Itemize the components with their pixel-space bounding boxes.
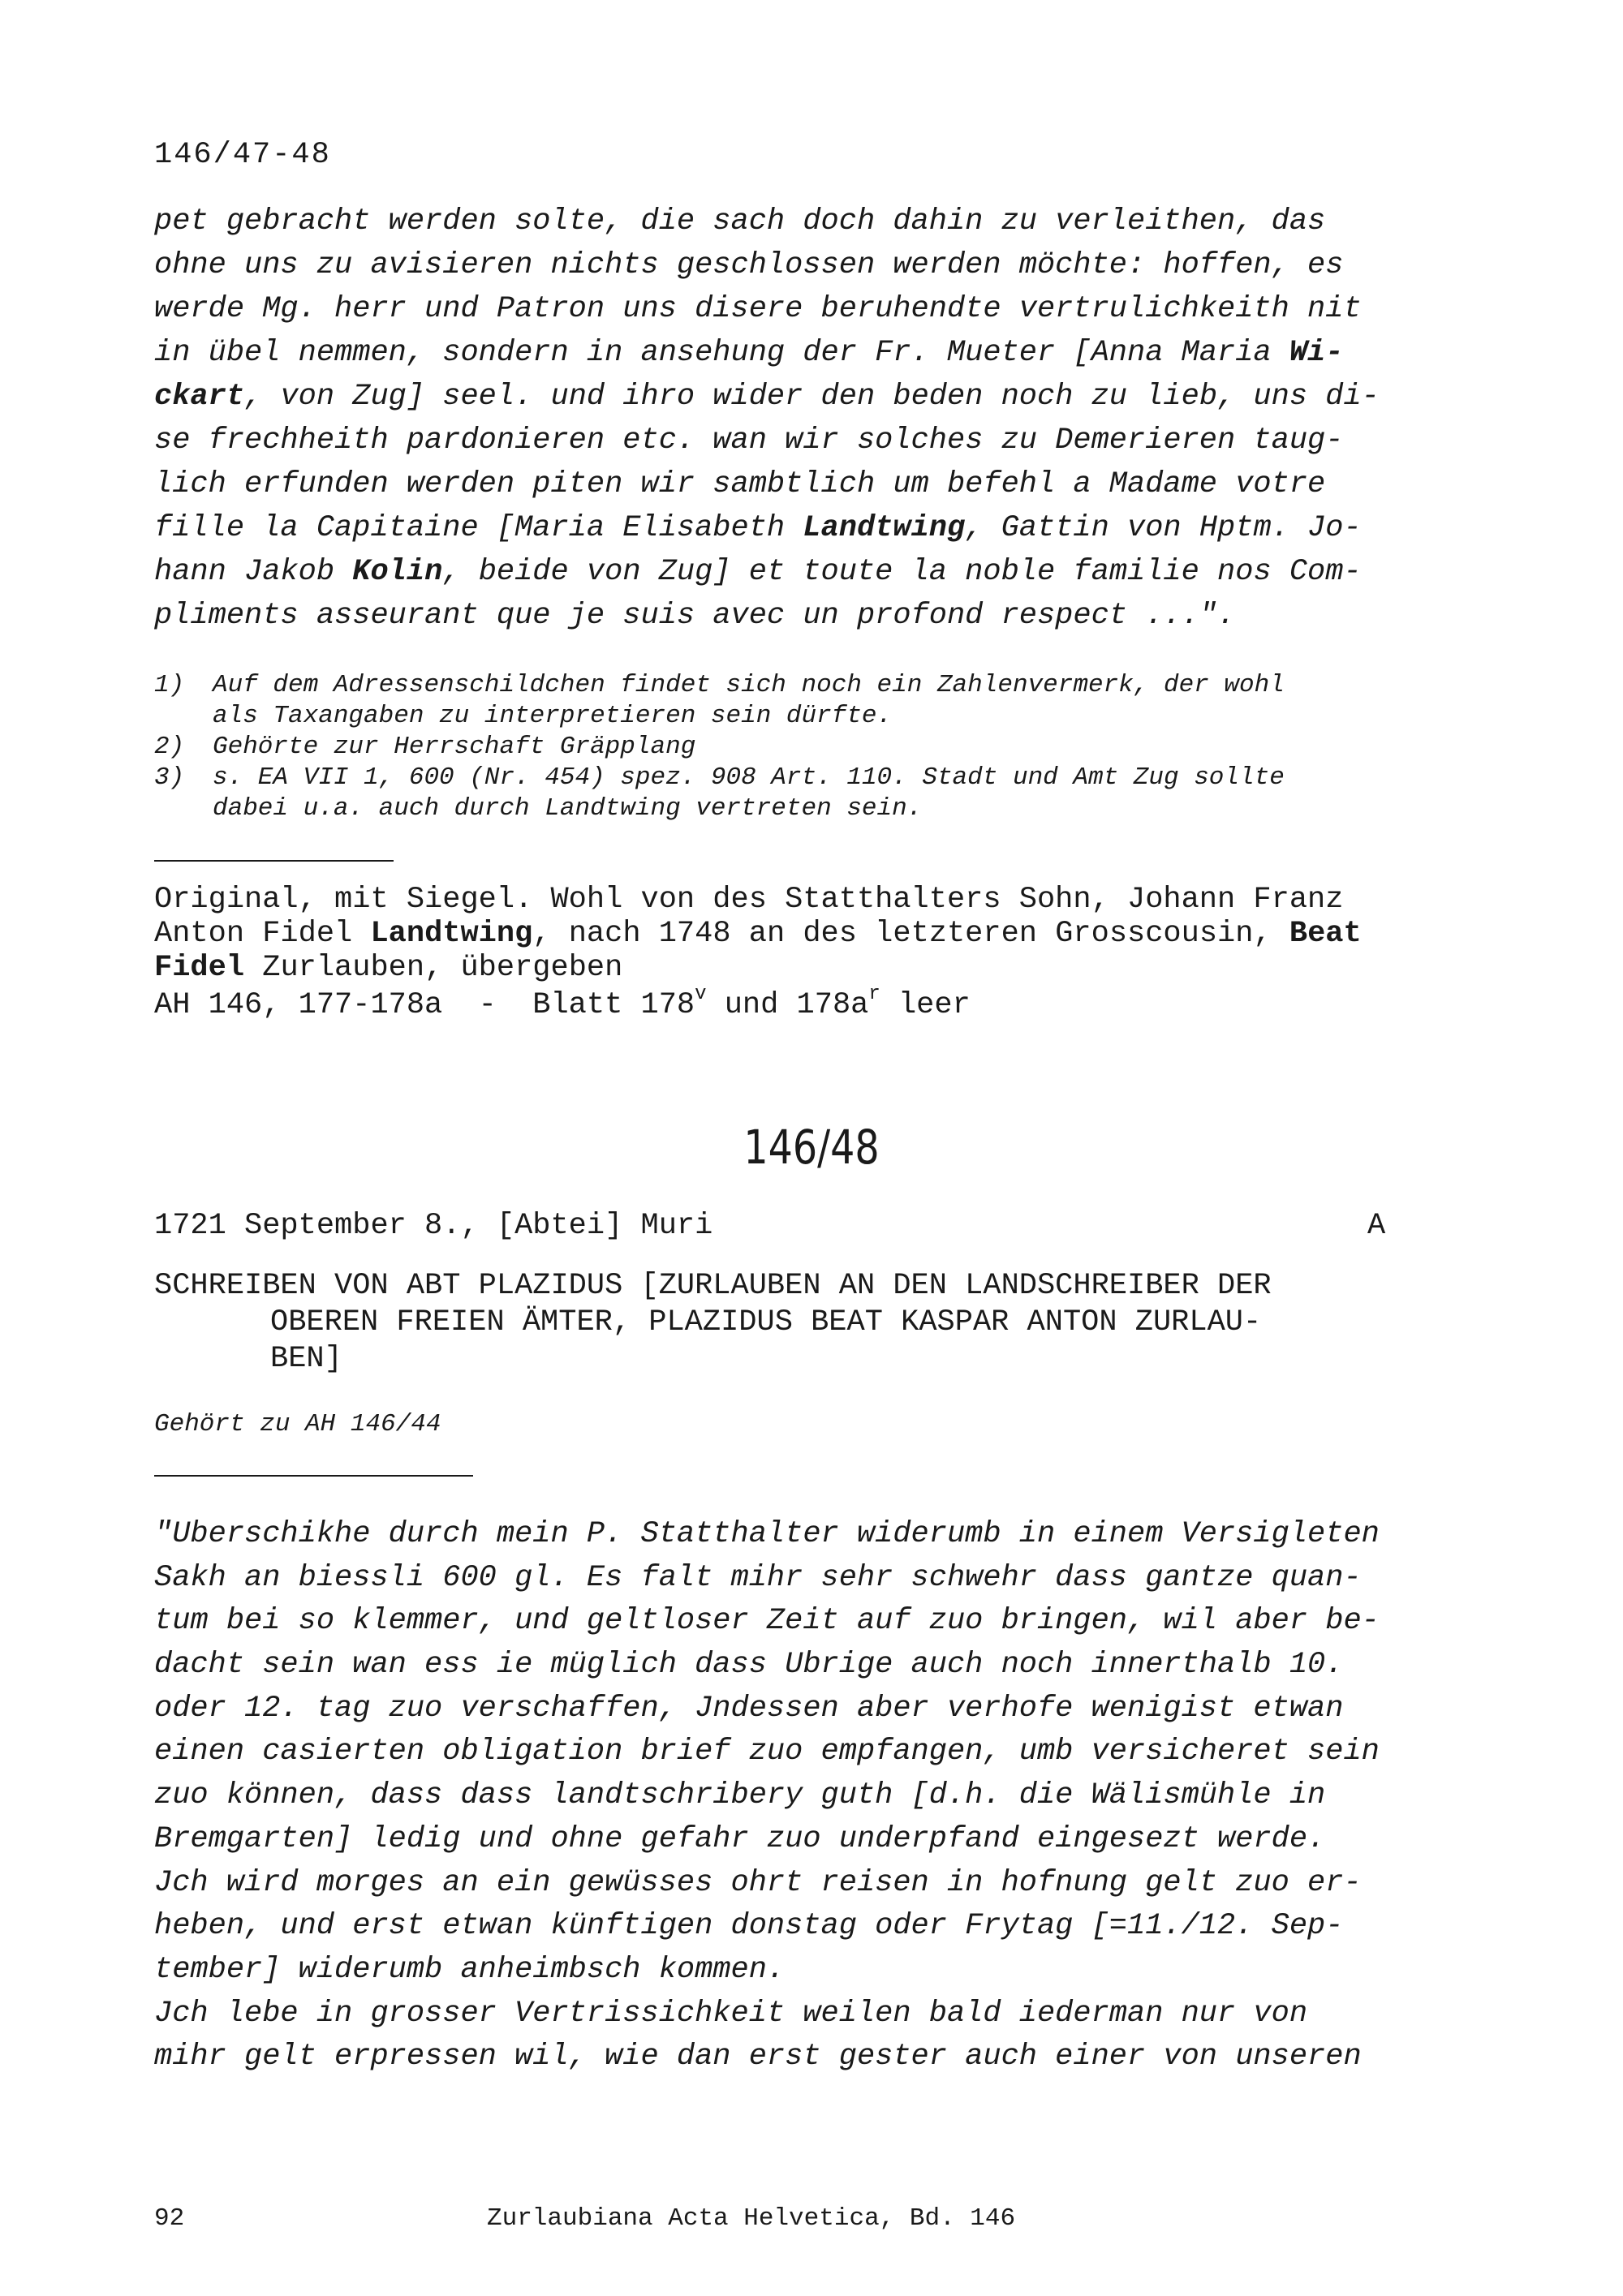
quote-line: dacht sein wan ess ie müglich dass Ubrige auch noch innerthalb 10. [154, 1648, 1344, 1683]
letter-quote-continuation [154, 200, 1420, 638]
quote-line: in übel nemmen, sondern in ansehung der Fr. Mueter [Anna Maria Wi- [154, 336, 1344, 370]
quote-line: Sakh an biessli 600 gl. Es falt mihr sehr schwehr dass gantze quan- [154, 1560, 1362, 1595]
footnote-number: 1) [154, 671, 185, 699]
title-line: OBEREN FREIEN ÄMTER, PLAZIDUS BEAT KASPAR ANTON ZURLAU- [270, 1305, 1262, 1339]
footnote-text: als Taxangaben zu interpretieren sein dürfte. [213, 702, 893, 730]
title-line: SCHREIBEN VON ABT PLAZIDUS [ZURLAUBEN AN DEN LANDSCHREIBER DER [154, 1269, 1272, 1303]
quote-line: pliments asseurant que je suis avec un profond respect ...". [154, 599, 1236, 633]
quote-line: hann Jakob Kolin, beide von Zug] et toute la noble familie nos Com- [154, 555, 1362, 589]
page-number: 92 [154, 2204, 185, 2233]
footnote-text: Auf dem Adressenschildchen findet sich noch ein Zahlenvermerk, der wohl [213, 671, 1285, 699]
quote-line: "Uberschikhe durch mein P. Statthalter widerumb in einem Versigleten [154, 1517, 1380, 1551]
footnote-number: 2) [154, 733, 185, 761]
quote-line: fille la Capitaine [Maria Elisabeth Landtwing, Gattin von Hptm. Jo- [154, 511, 1362, 545]
source-note-line: Anton Fidel Landtwing, nach 1748 an des letzteren Grosscousin, Beat [154, 917, 1362, 951]
archive-reference: AH 146, 177-178a - Blatt 178$^v$ und $178a^r$ leer [154, 982, 971, 1022]
letter-quote [154, 1513, 1420, 2079]
quote-line: lich erfunden werden piten wir sambtlich um befehl a Madame votre [154, 467, 1326, 501]
footnote-text: dabei u.a. auch durch Landtwing vertreten sein. [213, 794, 923, 823]
source-note-line: Original, mit Siegel. Wohl von des Statthalters Sohn, Johann Franz [154, 883, 1344, 917]
running-header-ref: 146/47-48 [154, 138, 331, 172]
footnote-number: 3) [154, 763, 185, 792]
document-class-letter: A [1367, 1209, 1386, 1243]
footer-publication-title: Zurlaubiana Acta Helvetica, Bd. 146 [487, 2204, 1016, 2233]
quote-line: ohne uns zu avisieren nichts geschlossen werden möchte: hoffen, es [154, 248, 1344, 282]
title-line: BEN] [270, 1342, 342, 1376]
quote-line: ckart, von Zug] seel. und ihro wider den beden noch zu lieb, uns di- [154, 380, 1380, 414]
document-title [154, 1268, 1420, 1378]
source-note-line: Fidel Zurlauben, übergeben [154, 951, 623, 985]
footnote-text: s. EA VII 1, 600 (Nr. 454) spez. 908 Art. 110. Stadt und Amt Zug sollte [213, 763, 1285, 792]
quote-line: Bremgarten] ledig und ohne gefahr zuo underpfand eingesezt werde. [154, 1821, 1326, 1856]
quote-line: tum bei so klemmer, und geltloser Zeit auf zuo bringen, wil aber be- [154, 1604, 1380, 1639]
quote-line: mihr gelt erpressen wil, wie dan erst gester auch einer von unseren [154, 2040, 1362, 2075]
document-number-heading: 146/48 [743, 1120, 880, 1175]
footnote [154, 732, 1420, 763]
quote-line: werde Mg. herr und Patron uns disere beruhendte vertrulichkeith nit [154, 292, 1362, 326]
quote-line: zuo können, dass dass landtschribery guth [d.h. die Wälismühle in [154, 1778, 1326, 1813]
quote-line: heben, und erst etwan künftigen donstag oder Frytag [=11./12. Sep- [154, 1909, 1344, 1944]
belongs-to-note: Gehört zu AH 146/44 [154, 1410, 441, 1438]
footnote [154, 670, 1420, 732]
footnote-text: Gehörte zur Herrschaft Gräpplang [213, 733, 696, 761]
quote-line: se frechheith pardonieren etc. wan wir solches zu Demerieren taug- [154, 424, 1344, 458]
quote-line: tember] widerumb anheimbsch kommen. [154, 1952, 786, 1987]
footnotes [154, 670, 1420, 824]
source-note [154, 883, 1420, 985]
section-divider [154, 860, 394, 862]
quote-line: pet gebracht werden solte, die sach doch dahin zu verleithen, das [154, 204, 1326, 239]
footnote [154, 763, 1420, 824]
document-date-place: 1721 September 8., [Abtei] Muri [154, 1209, 713, 1243]
quote-line: einen casierten obligation brief zuo empfangen, umb versicheret sein [154, 1735, 1380, 1769]
section-divider [154, 1475, 473, 1477]
quote-line: Jch lebe in grosser Vertrissichkeit weilen bald iederman nur von [154, 1996, 1308, 2031]
quote-line: oder 12. tag zuo verschaffen, Jndessen aber verhofe wenigist etwan [154, 1691, 1344, 1726]
quote-line: Jch wird morges an ein gewüsses ohrt reisen in hofnung gelt zuo er- [154, 1865, 1362, 1900]
